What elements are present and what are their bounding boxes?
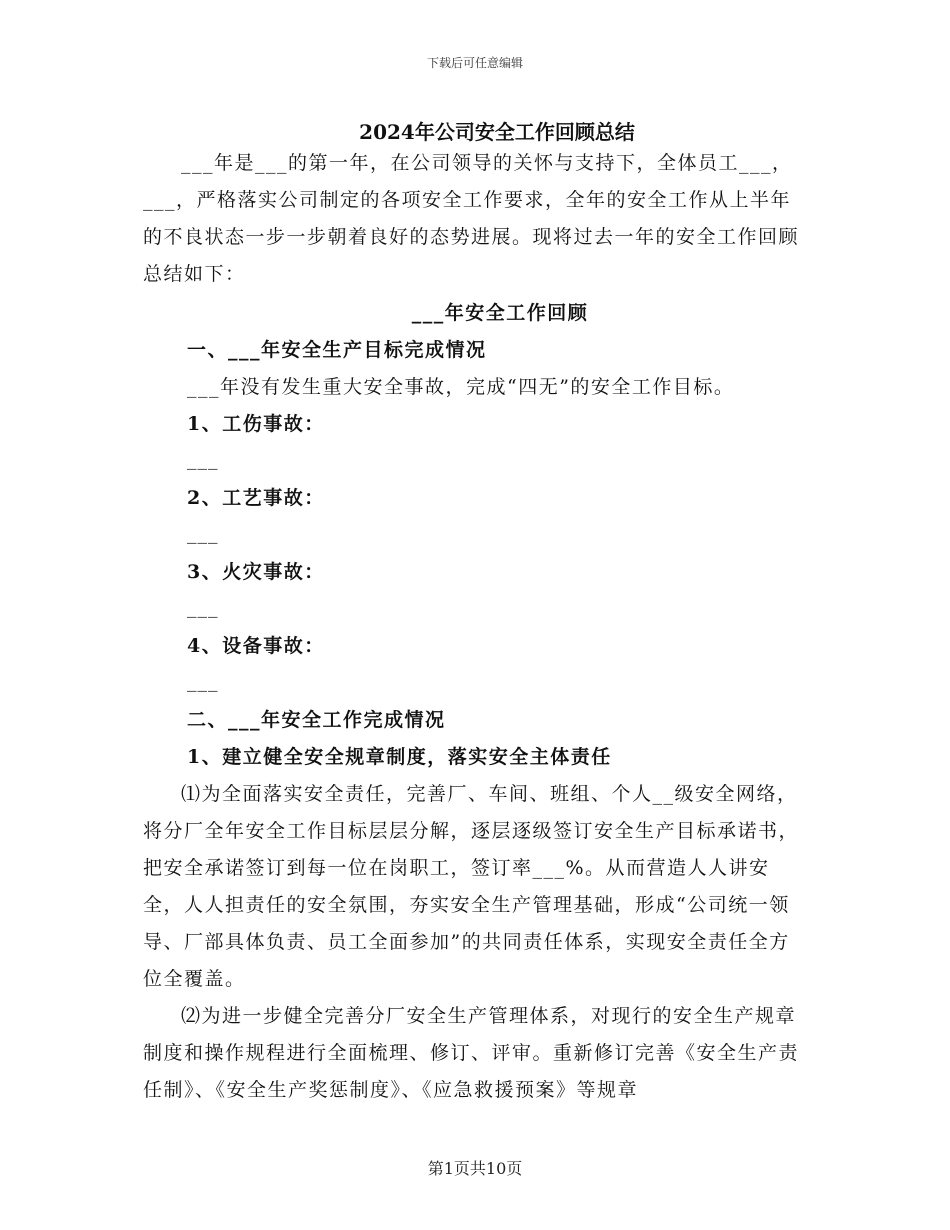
item-label-fire: 3、火灾事故： bbox=[187, 561, 325, 583]
item-value-fire: ___ bbox=[187, 596, 219, 618]
page-footer: 第1页共10页 bbox=[427, 1159, 523, 1178]
item-label-work-injury: 1、工伤事故： bbox=[187, 413, 325, 435]
header-note: 下载后可任意编辑 bbox=[426, 56, 523, 70]
intro-paragraph: ___年是___的第一年，在公司领导的关怀与支持下，全体员工___，___，严格落实公司制定的各项安全工作要求，全年的安全工作从上半年的不良状态一步一步朝着良好的态势进展。现将过去一年的安全工作回顾总结如下： bbox=[143, 152, 800, 285]
part2-subheading: 1、建立健全安全规章制度，落实安全主体责任 bbox=[187, 746, 612, 768]
part2-paragraph-2: ⑵为进一步健全完善分厂安全生产管理体系，对现行的安全生产规章制度和操作规程进行全面梳理、修订、评审。重新修订完善《安全生产责任制》、《安全生产奖惩制度》、《应急救援预案》等规章 bbox=[143, 1005, 800, 1101]
part1-text: ___年没有发生重大安全事故，完成“四无”的安全工作目标。 bbox=[187, 376, 735, 398]
item-value-work-injury: ___ bbox=[187, 448, 219, 470]
section-heading: ___年安全工作回顾 bbox=[411, 302, 589, 324]
document-title: 2024年公司安全工作回顾总结 bbox=[359, 120, 635, 144]
part2-paragraph-1: ⑴为全面落实安全责任，完善厂、车间、班组、个人__级安全网络，将分厂全年安全工作目标层层分解，逐层逐级签订安全生产目标承诺书，把安全承诺签订到每一位在岗职工，签订率___%。从而营造人人讲安全，人人担责任的安全氛围，夯实安全生产管理基础，形成“公司统一领导、厂部具体负责、员工全面参加”的共同责任体系，实现安全责任全方位全覆盖。 bbox=[143, 783, 800, 990]
part1-heading: 一、___年安全生产目标完成情况 bbox=[187, 339, 487, 361]
item-value-process: ___ bbox=[187, 522, 219, 544]
item-label-equipment: 4、设备事故： bbox=[187, 635, 325, 657]
item-value-equipment: ___ bbox=[187, 670, 219, 692]
part2-heading: 二、___年安全工作完成情况 bbox=[187, 709, 446, 731]
item-label-process: 2、工艺事故： bbox=[187, 487, 325, 509]
